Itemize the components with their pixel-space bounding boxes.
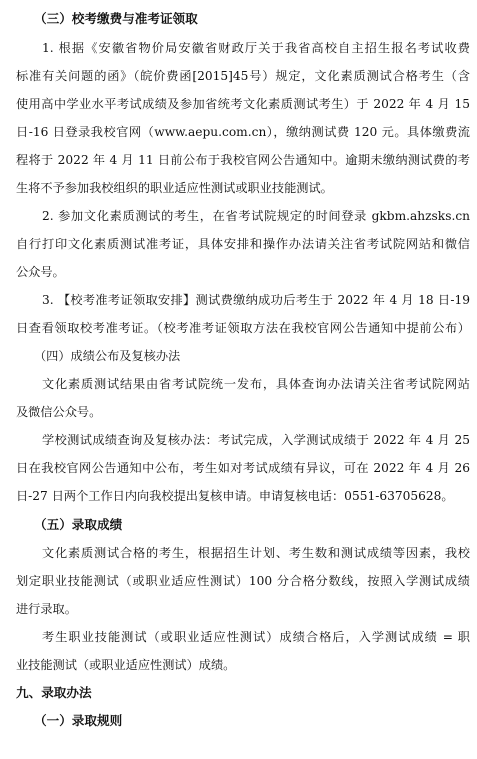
chapter-heading-admission-method: 九、录取办法 xyxy=(16,685,92,700)
section-heading-fee-admission: （三）校考缴费与准考证领取 xyxy=(34,11,198,26)
paragraph-line: 公众号。 xyxy=(16,265,65,279)
paragraph-line: 2. 参加文化素质测试的考生，在省考试院规定的时间登录 gkbm.ahzsks.cn xyxy=(42,209,470,223)
paragraph-line: 业技能测试（或职业适应性测试）成绩。 xyxy=(16,658,236,672)
paragraph-line: 文化素质测试结果由省考试院统一发布，具体查询办法请关注省考试院网站 xyxy=(42,377,470,391)
paragraph-line: 1. 根据《安徽省物价局安徽省财政厅关于我省高校自主招生报名考试收费 xyxy=(42,41,470,55)
paragraph-line: 标准有关问题的函》（皖价费函[2015]45号）规定，文化素质测试合格考生（含 xyxy=(16,69,470,83)
paragraph-line: 及微信公众号。 xyxy=(16,405,102,419)
paragraph-line: 日查看领取校考准考证。（校考准考证领取方法在我校官网公告通知中提前公布） xyxy=(16,321,470,335)
paragraph-line: 学校测试成绩查询及复核办法：考试完成，入学测试成绩于 2022 年 4 月 25 xyxy=(42,433,470,447)
paragraph-line: 日-27 日两个工作日内向我校提出复核申请。申请复核电话：0551-63705628。 xyxy=(16,489,454,503)
paragraph-line: 文化素质测试合格的考生，根据招生计划、考生数和测试成绩等因素，我校 xyxy=(42,546,470,560)
section-heading-admission-rules: （一）录取规则 xyxy=(34,713,123,728)
section-heading-admission-score: （五）录取成绩 xyxy=(34,517,123,532)
paragraph-line: 3. 【校考准考证领取安排】测试费缴纳成功后考生于 2022 年 4 月 18 日-19 xyxy=(42,293,470,307)
paragraph-line: 日在我校官网公告通知中公布，考生如对考试成绩有异议，可在 2022 年 4 月 26 xyxy=(16,461,470,475)
paragraph-line: 日-16 日登录我校官网（www.aepu.com.cn），缴纳测试费 120 元。具体缴费流 xyxy=(16,125,470,139)
paragraph-line: 划定职业技能测试（或职业适应性测试）100 分合格分数线，按照入学测试成绩 xyxy=(16,574,470,588)
paragraph-line: 进行录取。 xyxy=(16,602,77,616)
paragraph-line: 生将不予参加我校组织的职业适应性测试或职业技能测试。 xyxy=(16,181,333,195)
paragraph-line: 程将于 2022 年 4 月 11 日前公布于我校官网公告通知中。逾期未缴纳测试费的考 xyxy=(16,153,470,167)
section-heading-results: （四）成绩公布及复核办法 xyxy=(34,349,181,363)
paragraph-line: 使用高中学业水平考试成绩及参加省统考文化素质测试考生）于 2022 年 4 月 15 xyxy=(16,97,470,111)
paragraph-line: 考生职业技能测试（或职业适应性测试）成绩合格后，入学测试成绩 = 职 xyxy=(42,630,470,644)
paragraph-line: 自行打印文化素质测试准考证，具体安排和操作办法请关注省考试院网站和微信 xyxy=(16,237,470,251)
